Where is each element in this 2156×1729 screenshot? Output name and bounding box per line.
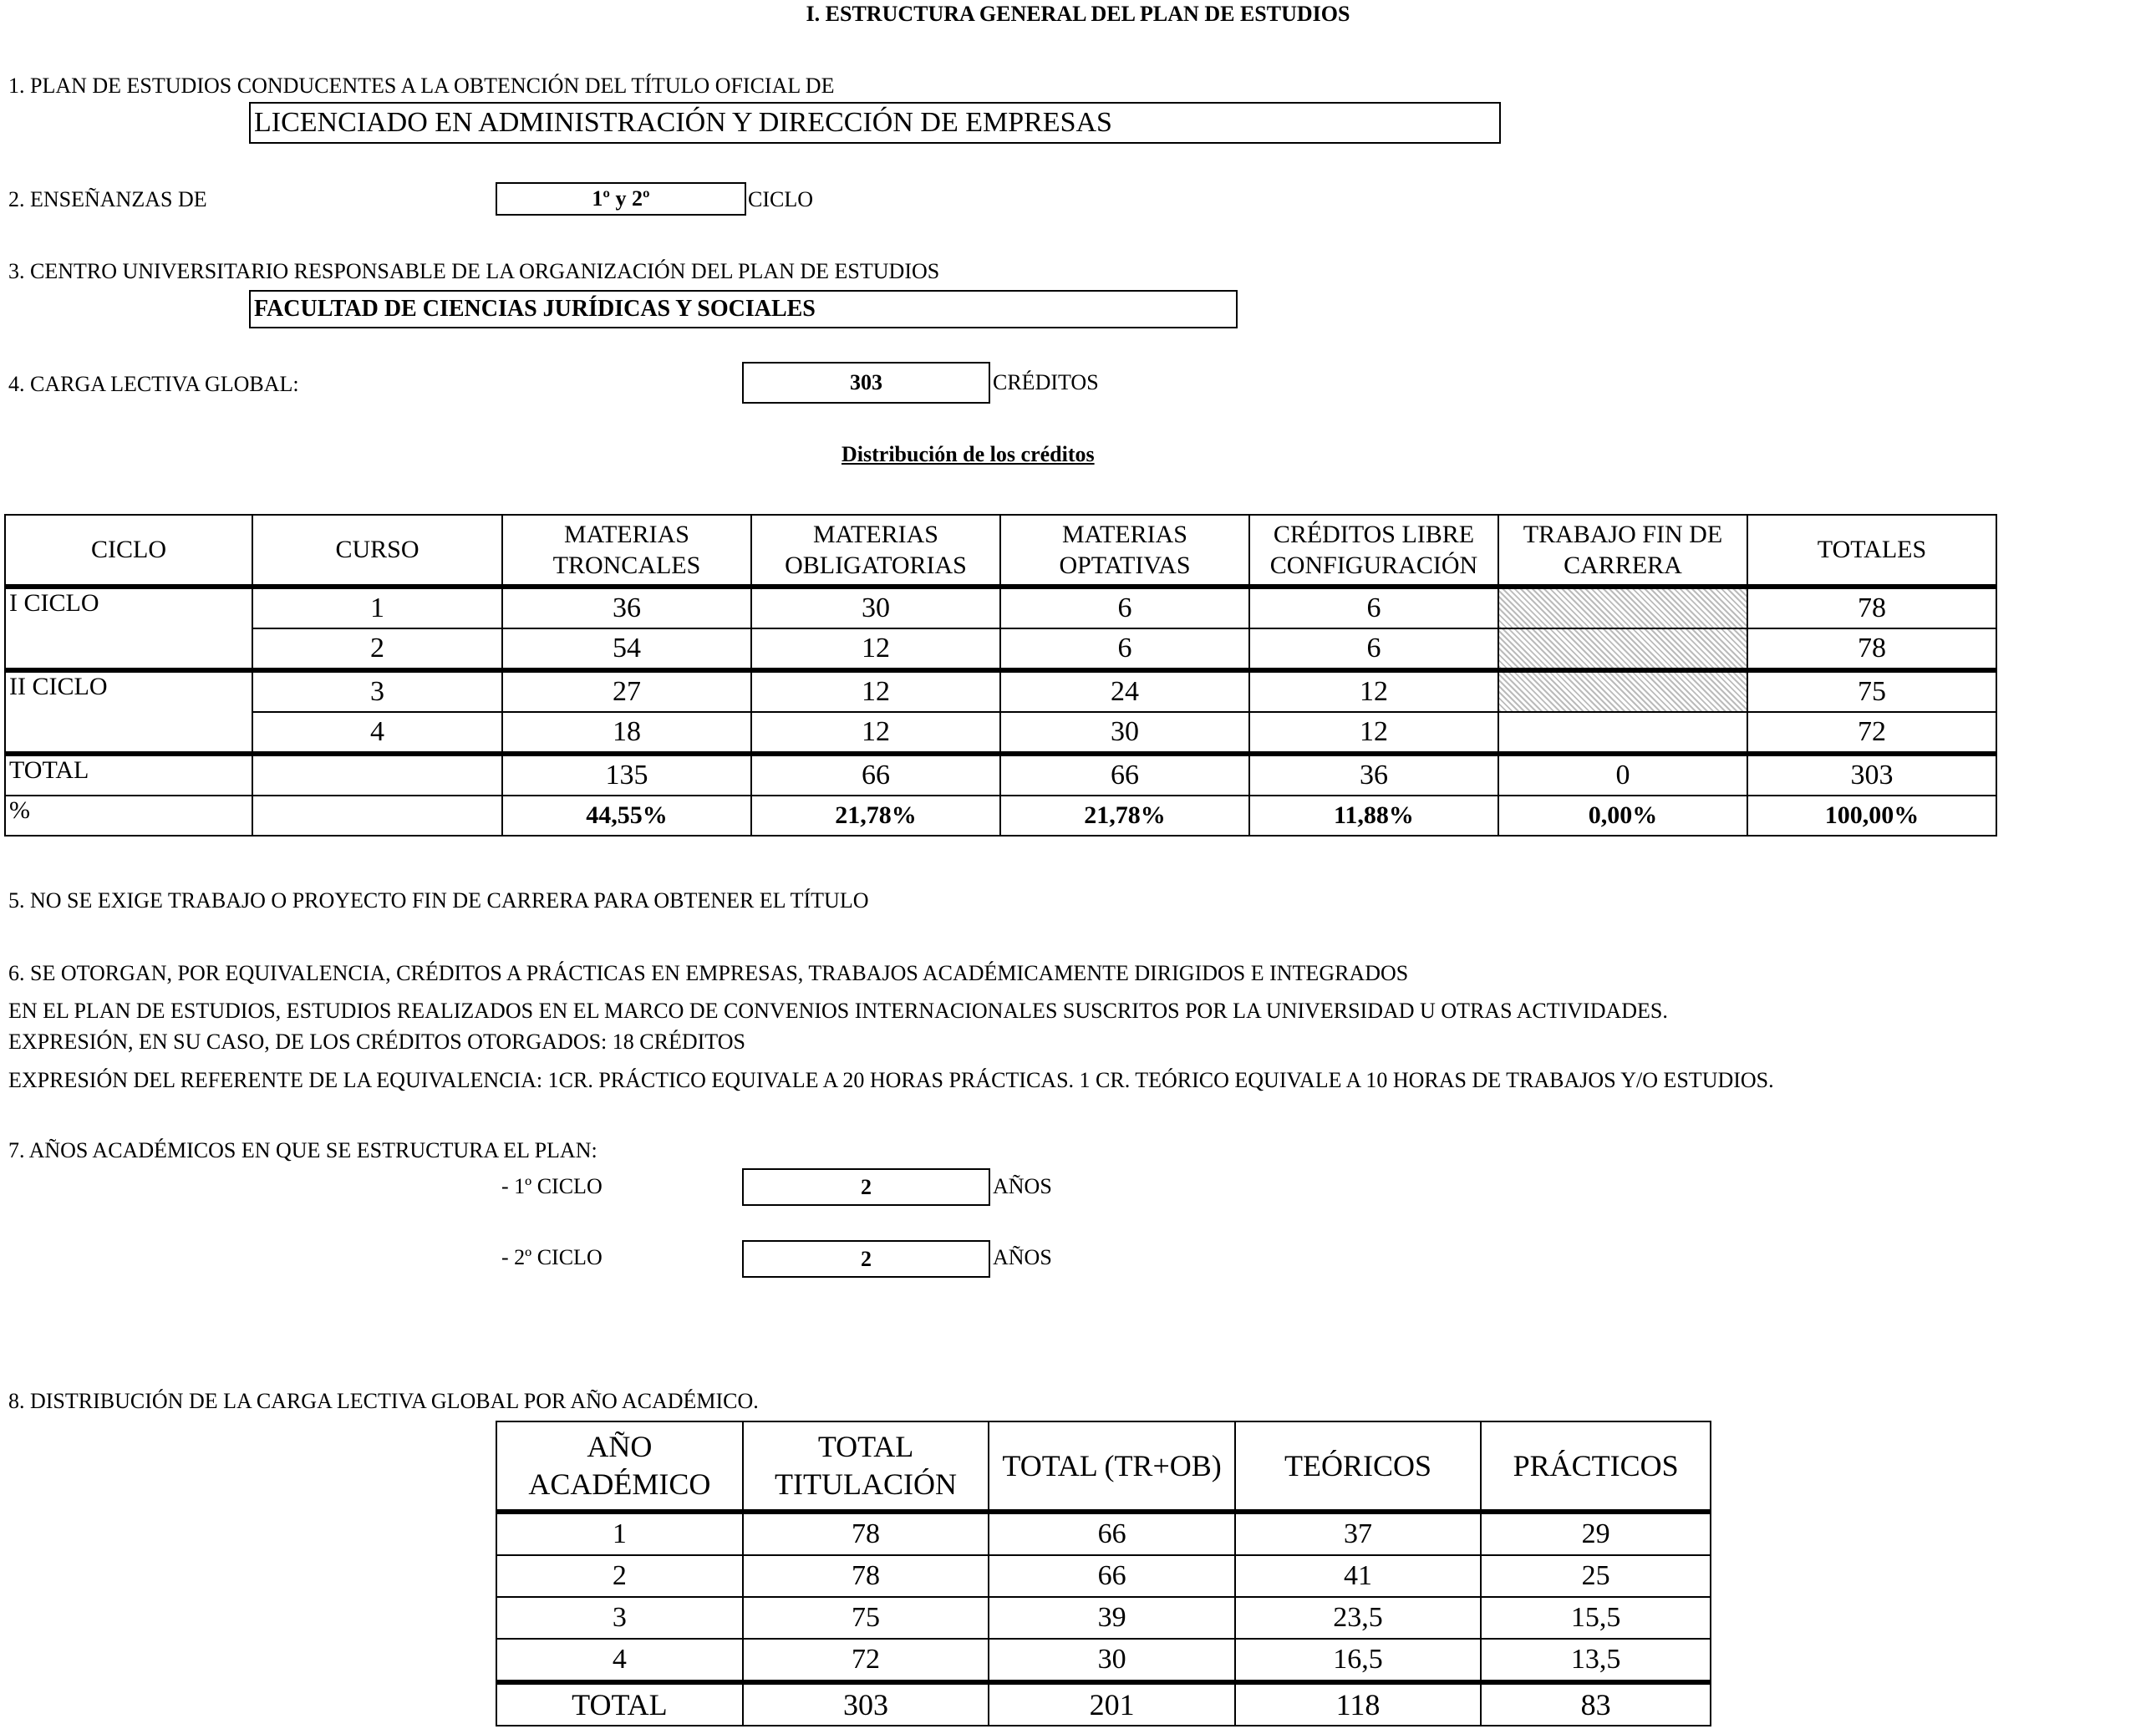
trob-cell: 66	[989, 1555, 1234, 1597]
total-trabajo: 0	[1498, 754, 1747, 796]
header-troncales: MATERIAS TRONCALES	[502, 515, 751, 587]
percent-label: %	[5, 796, 252, 836]
table-row	[5, 712, 1996, 754]
libre-cell: 6	[1249, 628, 1498, 670]
header-ciclo: CICLO	[5, 515, 252, 587]
totales-cell: 72	[1747, 712, 1996, 754]
totales-cell: 78	[1747, 628, 1996, 670]
teoricos-cell: 37	[1235, 1512, 1482, 1555]
practicos-cell: 25	[1481, 1555, 1711, 1597]
second-cycle-suffix: AÑOS	[993, 1245, 1052, 1269]
faculty-box	[249, 290, 1238, 328]
ciclo-cell: II CICLO	[5, 670, 252, 754]
faculty-name: FACULTAD DE CIENCIAS JURÍDICAS Y SOCIALES	[254, 296, 816, 322]
total-libre: 36	[1249, 754, 1498, 796]
optativas-cell: 30	[1000, 712, 1249, 754]
header-libre: CRÉDITOS LIBRE CONFIGURACIÓN	[1249, 515, 1498, 587]
table-row	[496, 1555, 1711, 1597]
table-row	[5, 670, 1996, 712]
section-7-label: 7. AÑOS ACADÉMICOS EN QUE SE ESTRUCTURA EL PLAN:	[8, 1138, 597, 1162]
yearly-total-titulacion: 303	[743, 1682, 989, 1726]
totales-cell: 78	[1747, 587, 1996, 628]
total-obligatorias: 66	[751, 754, 1000, 796]
total-cell: 72	[743, 1639, 989, 1682]
section-6-line-4: EXPRESIÓN DEL REFERENTE DE LA EQUIVALENCIA: 1CR. PRÁCTICO EQUIVALE A 20 HORAS PRÁCTICAS. 1 CR. TEÓRICO EQUIVALE A 10 HORAS DE TRABAJOS Y/O ESTUDIOS.	[8, 1068, 1774, 1092]
cycles-suffix: CICLO	[748, 187, 813, 211]
percent-row	[5, 796, 1996, 836]
table-row	[496, 1639, 1711, 1682]
distribution-header-row	[5, 515, 1996, 587]
optativas-cell: 24	[1000, 670, 1249, 712]
yearly-total-label: TOTAL	[496, 1682, 743, 1726]
total-curso-cell	[252, 754, 502, 796]
total-cell: 78	[743, 1555, 989, 1597]
trob-cell: 30	[989, 1639, 1234, 1682]
teoricos-cell: 23,5	[1235, 1597, 1482, 1639]
section-4-label: 4. CARGA LECTIVA GLOBAL:	[8, 372, 299, 396]
page-heading: I. ESTRUCTURA GENERAL DEL PLAN DE ESTUDIOS	[806, 2, 1350, 26]
section-5-text: 5. NO SE EXIGE TRABAJO O PROYECTO FIN DE CARRERA PARA OBTENER EL TÍTULO	[8, 888, 869, 913]
degree-title: LICENCIADO EN ADMINISTRACIÓN Y DIRECCIÓN DE EMPRESAS	[254, 107, 1112, 138]
section-8-label: 8. DISTRIBUCIÓN DE LA CARGA LECTIVA GLOBAL POR AÑO ACADÉMICO.	[8, 1389, 759, 1413]
header-total-trob: TOTAL (TR+OB)	[989, 1421, 1234, 1512]
optativas-cell: 6	[1000, 587, 1249, 628]
cycles-value: 1º y 2º	[592, 186, 650, 211]
percent-libre: 11,88%	[1249, 796, 1498, 836]
header-totales: TOTALES	[1747, 515, 1996, 587]
header-total-titulacion: TOTAL TITULACIÓN	[743, 1421, 989, 1512]
cycles-box	[496, 182, 746, 216]
header-curso: CURSO	[252, 515, 502, 587]
percent-obligatorias: 21,78%	[751, 796, 1000, 836]
distribution-title: Distribución de los créditos	[842, 442, 1095, 466]
obligatorias-cell: 12	[751, 712, 1000, 754]
first-cycle-years: 2	[861, 1174, 872, 1199]
year-cell: 1	[496, 1512, 743, 1555]
obligatorias-cell: 12	[751, 628, 1000, 670]
second-cycle-years-box	[742, 1240, 990, 1278]
header-ano-academico: AÑO ACADÉMICO	[496, 1421, 743, 1512]
first-cycle-years-box	[742, 1168, 990, 1206]
trabajo-cell	[1498, 587, 1747, 628]
total-cell: 78	[743, 1512, 989, 1555]
libre-cell: 6	[1249, 587, 1498, 628]
yearly-total-teoricos: 118	[1235, 1682, 1482, 1726]
yearly-load-table	[496, 1421, 1711, 1726]
percent-trabajo: 0,00%	[1498, 796, 1747, 836]
curso-cell: 4	[252, 712, 502, 754]
section-6-line-2: EN EL PLAN DE ESTUDIOS, ESTUDIOS REALIZADOS EN EL MARCO DE CONVENIOS INTERNACIONALES SUSCRITOS POR LA UNIVERSIDAD U OTRAS ACTIVIDADES.	[8, 999, 1668, 1023]
percent-optativas: 21,78%	[1000, 796, 1249, 836]
trabajo-cell	[1498, 628, 1747, 670]
practicos-cell: 13,5	[1481, 1639, 1711, 1682]
practicos-cell: 15,5	[1481, 1597, 1711, 1639]
troncales-cell: 18	[502, 712, 751, 754]
totales-cell: 75	[1747, 670, 1996, 712]
header-optativas: MATERIAS OPTATIVAS	[1000, 515, 1249, 587]
credits-distribution-table	[4, 514, 1997, 837]
yearly-header-row	[496, 1421, 1711, 1512]
table-row	[496, 1512, 1711, 1555]
troncales-cell: 27	[502, 670, 751, 712]
credits-box	[742, 362, 990, 404]
section-1-label: 1. PLAN DE ESTUDIOS CONDUCENTES A LA OBTENCIÓN DEL TÍTULO OFICIAL DE	[8, 74, 835, 98]
optativas-cell: 6	[1000, 628, 1249, 670]
total-row	[5, 754, 1996, 796]
yearly-total-practicos: 83	[1481, 1682, 1711, 1726]
year-cell: 2	[496, 1555, 743, 1597]
percent-totales: 100,00%	[1747, 796, 1996, 836]
libre-cell: 12	[1249, 712, 1498, 754]
total-troncales: 135	[502, 754, 751, 796]
percent-troncales: 44,55%	[502, 796, 751, 836]
percent-curso-cell	[252, 796, 502, 836]
trob-cell: 66	[989, 1512, 1234, 1555]
total-totales: 303	[1747, 754, 1996, 796]
section-3-label: 3. CENTRO UNIVERSITARIO RESPONSABLE DE LA ORGANIZACIÓN DEL PLAN DE ESTUDIOS	[8, 259, 940, 283]
table-row	[496, 1597, 1711, 1639]
curso-cell: 1	[252, 587, 502, 628]
year-cell: 4	[496, 1639, 743, 1682]
header-obligatorias: MATERIAS OBLIGATORIAS	[751, 515, 1000, 587]
obligatorias-cell: 30	[751, 587, 1000, 628]
first-cycle-suffix: AÑOS	[993, 1174, 1052, 1198]
yearly-total-row	[496, 1682, 1711, 1726]
libre-cell: 12	[1249, 670, 1498, 712]
total-label: TOTAL	[5, 754, 252, 796]
header-trabajo: TRABAJO FIN DE CARRERA	[1498, 515, 1747, 587]
trabajo-cell	[1498, 712, 1747, 754]
ciclo-cell: I CICLO	[5, 587, 252, 670]
table-row	[5, 628, 1996, 670]
total-optativas: 66	[1000, 754, 1249, 796]
table-row	[5, 587, 1996, 628]
second-cycle-years: 2	[861, 1246, 872, 1271]
trob-cell: 39	[989, 1597, 1234, 1639]
second-cycle-label: - 2º CICLO	[501, 1245, 603, 1269]
total-cell: 75	[743, 1597, 989, 1639]
section-2-label: 2. ENSEÑANZAS DE	[8, 187, 207, 211]
header-teoricos: TEÓRICOS	[1235, 1421, 1482, 1512]
curso-cell: 3	[252, 670, 502, 712]
teoricos-cell: 41	[1235, 1555, 1482, 1597]
trabajo-cell	[1498, 670, 1747, 712]
practicos-cell: 29	[1481, 1512, 1711, 1555]
header-practicos: PRÁCTICOS	[1481, 1421, 1711, 1512]
credits-value: 303	[850, 370, 882, 394]
troncales-cell: 36	[502, 587, 751, 628]
section-6-line-1: 6. SE OTORGAN, POR EQUIVALENCIA, CRÉDITOS A PRÁCTICAS EN EMPRESAS, TRABAJOS ACADÉMICAMENTE DIRIGIDOS E INTEGRADOS	[8, 961, 1409, 985]
section-6-line-3: EXPRESIÓN, EN SU CASO, DE LOS CRÉDITOS OTORGADOS: 18 CRÉDITOS	[8, 1030, 745, 1054]
year-cell: 3	[496, 1597, 743, 1639]
first-cycle-label: - 1º CICLO	[501, 1174, 603, 1198]
troncales-cell: 54	[502, 628, 751, 670]
credits-suffix: CRÉDITOS	[993, 370, 1099, 394]
degree-title-box	[249, 102, 1501, 144]
curso-cell: 2	[252, 628, 502, 670]
teoricos-cell: 16,5	[1235, 1639, 1482, 1682]
obligatorias-cell: 12	[751, 670, 1000, 712]
yearly-total-trob: 201	[989, 1682, 1234, 1726]
